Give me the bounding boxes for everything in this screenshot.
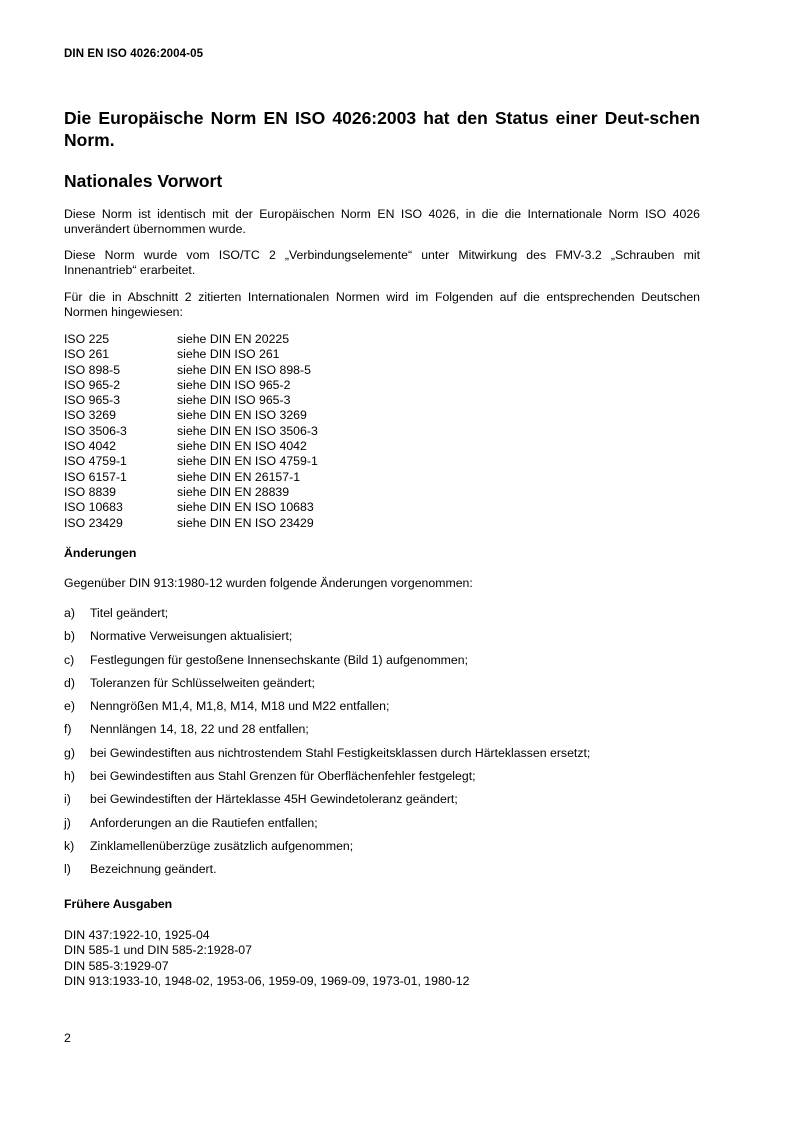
list-item xyxy=(64,792,590,815)
iso-standard: ISO 261 xyxy=(64,347,110,362)
aenderungen-heading: Änderungen xyxy=(64,546,137,560)
list-item-letter: d) xyxy=(64,675,75,690)
fruehere-ausgaben-list xyxy=(64,928,469,989)
list-item-letter: l) xyxy=(64,862,71,877)
vorwort-paragraph: Diese Norm wurde vom ISO/TC 2 „Verbindungselemente“ unter Mitwirkung des FMV-3.2 „Schrauben mit Innenantrieb“ erarbeitet. xyxy=(64,248,700,277)
list-item-letter: g) xyxy=(64,745,75,760)
din-standard: siehe DIN EN 20225 xyxy=(177,332,290,346)
iso-standard: ISO 4759-1 xyxy=(64,454,127,469)
iso-standard: ISO 8839 xyxy=(64,484,116,499)
list-item-letter: b) xyxy=(64,629,75,644)
list-item-letter: k) xyxy=(64,838,75,853)
vorwort-heading: Nationales Vorwort xyxy=(64,171,223,191)
din-standard: siehe DIN ISO 965-2 xyxy=(177,377,291,392)
ausgabe-line: DIN 585-3:1929-07 xyxy=(64,958,169,973)
status-statement: Die Europäische Norm EN ISO 4026:2003 hat den Status einer Deut-schen Norm. xyxy=(64,108,700,150)
norm-reference-row xyxy=(64,516,318,531)
list-item xyxy=(64,746,590,769)
iso-standard: ISO 3269 xyxy=(64,408,116,423)
iso-standard: ISO 898-5 xyxy=(64,362,121,377)
iso-standard: ISO 965-3 xyxy=(64,393,121,408)
din-standard: siehe DIN EN 26157-1 xyxy=(177,469,301,484)
list-item xyxy=(64,699,590,722)
din-standard: siehe DIN EN ISO 898-5 xyxy=(177,362,311,377)
list-item-text: bei Gewindestiften der Härteklasse 45H Gewindetoleranz geändert; xyxy=(90,792,458,807)
norm-reference-row xyxy=(64,332,318,347)
list-item xyxy=(64,769,590,792)
list-item-letter: i) xyxy=(64,792,71,807)
din-standard: siehe DIN EN ISO 3506-3 xyxy=(177,423,318,438)
list-item-text: Anforderungen an die Rautiefen entfallen; xyxy=(90,815,318,830)
list-item-letter: e) xyxy=(64,699,75,714)
vorwort-paragraph: Diese Norm ist identisch mit der Europäischen Norm EN ISO 4026, in die die Internationale Norm ISO 4026 unverändert übernommen wurde. xyxy=(64,207,700,236)
din-standard: siehe DIN ISO 965-3 xyxy=(177,393,291,408)
list-item-text: bei Gewindestiften aus nichtrostendem Stahl Festigkeitsklassen durch Härteklassen ersetzt; xyxy=(90,745,591,760)
norm-reference-row xyxy=(64,470,318,485)
list-item-text: Nennlängen 14, 18, 22 und 28 entfallen; xyxy=(90,722,309,737)
list-item xyxy=(64,839,590,862)
list-item-text: Zinklamellenüberzüge zusätzlich aufgenommen; xyxy=(90,838,354,853)
iso-standard: ISO 6157-1 xyxy=(64,469,127,484)
list-item xyxy=(64,722,590,745)
document-id-header: DIN EN ISO 4026:2004-05 xyxy=(64,48,204,60)
list-item-letter: c) xyxy=(64,652,75,667)
iso-standard: ISO 23429 xyxy=(64,515,123,530)
list-item xyxy=(64,676,590,699)
norm-reference-row xyxy=(64,408,318,423)
list-item-text: Nenngrößen M1,4, M1,8, M14, M18 und M22 entfallen; xyxy=(90,699,390,714)
list-item-text: Festlegungen für gestoßene Innensechskante (Bild 1) aufgenommen; xyxy=(90,652,469,667)
list-item-letter: h) xyxy=(64,769,75,784)
norm-reference-row xyxy=(64,454,318,469)
list-item-text: Bezeichnung geändert. xyxy=(90,862,217,877)
norm-reference-row xyxy=(64,363,318,378)
norm-reference-row xyxy=(64,485,318,500)
norm-reference-row xyxy=(64,378,318,393)
list-item xyxy=(64,629,590,652)
norm-reference-row xyxy=(64,393,318,408)
list-item-text: Titel geändert; xyxy=(90,606,169,620)
list-item-text: bei Gewindestiften aus Stahl Grenzen für Oberflächenfehler festgelegt; xyxy=(90,769,476,784)
aenderungen-intro: Gegenüber DIN 913:1980-12 wurden folgende Änderungen vorgenommen: xyxy=(64,576,473,590)
din-standard: siehe DIN EN ISO 3269 xyxy=(177,408,307,423)
list-item-letter: a) xyxy=(64,606,75,620)
din-standard: siehe DIN EN 28839 xyxy=(177,484,290,499)
vorwort-paragraph: Für die in Abschnitt 2 zitierten Internationalen Normen wird im Folgenden auf die entsprechenden Deutschen Normen hingewiesen: xyxy=(64,290,700,319)
list-item-text: Normative Verweisungen aktualisiert; xyxy=(90,629,293,644)
din-standard: siehe DIN EN ISO 4042 xyxy=(177,439,307,454)
din-standard: siehe DIN EN ISO 23429 xyxy=(177,515,314,530)
ausgabe-line: DIN 437:1922-10, 1925-04 xyxy=(64,928,210,942)
iso-standard: ISO 225 xyxy=(64,332,110,346)
din-standard: siehe DIN EN ISO 4759-1 xyxy=(177,454,318,469)
norm-reference-table xyxy=(64,332,318,531)
page-number: 2 xyxy=(64,1031,71,1045)
norm-reference-row xyxy=(64,347,318,362)
list-item-letter: f) xyxy=(64,722,72,737)
ausgabe-line: DIN 913:1933-10, 1948-02, 1953-06, 1959-09, 1969-09, 1973-01, 1980-12 xyxy=(64,973,470,988)
aenderungen-list xyxy=(64,606,590,886)
iso-standard: ISO 3506-3 xyxy=(64,423,127,438)
norm-reference-row xyxy=(64,500,318,515)
list-item xyxy=(64,653,590,676)
din-standard: siehe DIN EN ISO 10683 xyxy=(177,500,314,515)
ausgabe-line: DIN 585-1 und DIN 585-2:1928-07 xyxy=(64,943,252,958)
list-item xyxy=(64,606,590,629)
iso-standard: ISO 10683 xyxy=(64,500,123,515)
fruehere-ausgaben-heading: Frühere Ausgaben xyxy=(64,897,173,911)
list-item xyxy=(64,816,590,839)
norm-reference-row xyxy=(64,424,318,439)
list-item-text: Toleranzen für Schlüsselweiten geändert; xyxy=(90,675,315,690)
list-item-letter: j) xyxy=(64,815,71,830)
iso-standard: ISO 4042 xyxy=(64,439,116,454)
din-standard: siehe DIN ISO 261 xyxy=(177,347,280,362)
iso-standard: ISO 965-2 xyxy=(64,377,121,392)
norm-reference-row xyxy=(64,439,318,454)
list-item xyxy=(64,862,590,885)
